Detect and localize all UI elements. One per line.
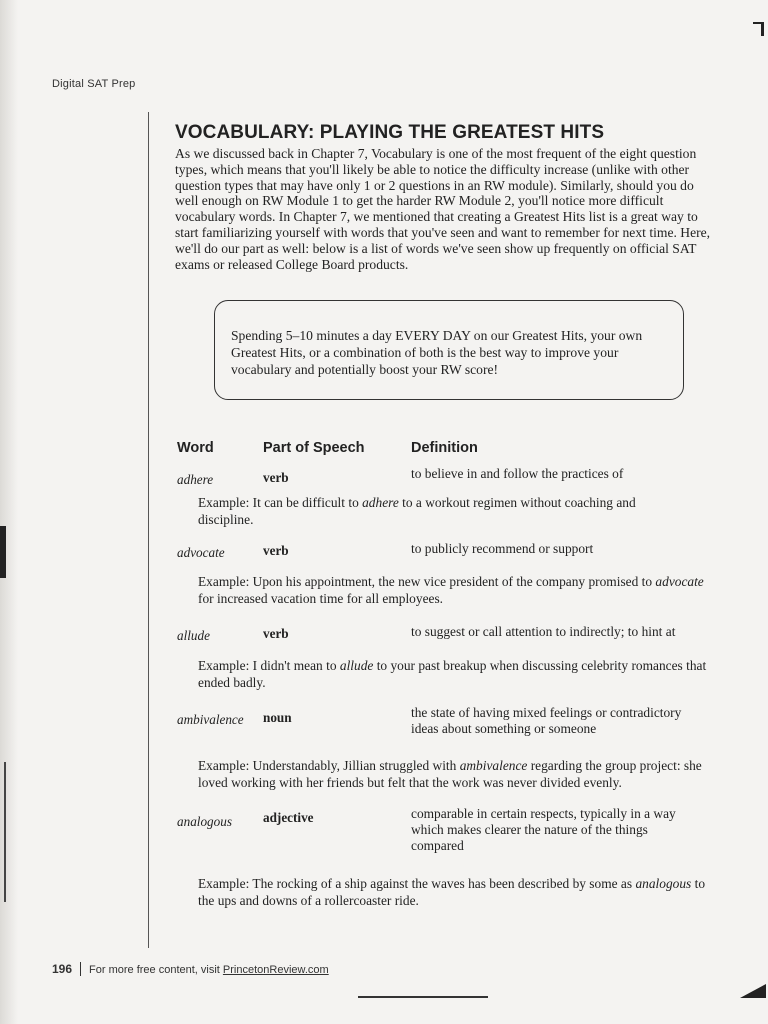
entry-word: ambivalence <box>177 712 244 727</box>
entry-definition: to believe in and follow the practices of <box>411 466 624 481</box>
entry-example <box>198 658 718 691</box>
entry-part-of-speech: verb <box>263 543 289 558</box>
entry-definition: to publicly recommend or support <box>411 541 594 556</box>
example-text-after: to your past breakup when discussing celebrity romances that ended badly. <box>198 658 707 690</box>
example-text-before: Example: Upon his appointment, the new vice president of the company promised to <box>198 574 656 589</box>
crop-mark-bottom <box>740 984 766 998</box>
entry-example <box>198 495 678 528</box>
page-gutter-shadow <box>0 0 18 1024</box>
entry-part-of-speech: verb <box>263 470 289 485</box>
entry-part-of-speech: noun <box>263 710 292 725</box>
example-text-after: to the ups and downs of a rollercoaster ride. <box>198 876 706 908</box>
column-header-definition: Definition <box>411 440 478 456</box>
entry-definition: the state of having mixed feelings or contradictory ideas about something or someone <box>411 705 682 736</box>
column-header-part-of-speech: Part of Speech <box>263 440 365 456</box>
example-text-after: for increased vacation time for all employees. <box>198 590 444 606</box>
entry-word: adhere <box>177 472 214 487</box>
entry-part-of-speech: verb <box>263 626 289 641</box>
example-term: ambivalence <box>459 758 528 773</box>
example-text-after: regarding the group project: she loved working with her friends but felt that the work was never divided evenly. <box>198 758 702 790</box>
entry-definition: to suggest or call attention to indirectly; to hint at <box>411 624 676 639</box>
page-edge-tab <box>0 526 6 578</box>
example-text-before: Example: Understandably, Jillian struggled with <box>198 758 460 773</box>
footer-link[interactable]: PrincetonReview.com <box>222 964 329 976</box>
running-head: Digital SAT Prep <box>52 78 136 90</box>
section-title: VOCABULARY: PLAYING THE GREATEST HITS <box>175 122 605 143</box>
example-text-before: Example: The rocking of a ship against the waves has been described by some as <box>198 876 636 891</box>
margin-rule <box>148 112 149 948</box>
example-text-after: to a workout regimen without coaching and discipline. <box>198 495 636 527</box>
entry-part-of-speech: adjective <box>263 810 314 825</box>
page-edge-line <box>4 762 6 902</box>
entry-example <box>198 574 718 607</box>
callout-box <box>214 300 684 400</box>
example-text-before: Example: It can be difficult to <box>198 495 363 510</box>
entry-word: analogous <box>177 814 232 829</box>
entry-word: allude <box>177 628 210 643</box>
example-text-before: Example: I didn't mean to <box>198 658 340 673</box>
callout-text: Spending 5–10 minutes a day EVERY DAY on our Greatest Hits, your own Greatest Hits, or a combination of both is the best way to improve your vocabulary and potentially boost your RW score! <box>231 328 643 377</box>
column-header-word: Word <box>177 440 214 456</box>
example-term: adhere <box>362 495 399 510</box>
example-term: analogous <box>635 876 692 891</box>
entry-example <box>198 758 718 791</box>
page-number: 196 <box>52 962 73 976</box>
entry-definition: comparable in certain respects, typically in a way which makes clearer the nature of the things compared <box>411 806 676 853</box>
intro-paragraph: As we discussed back in Chapter 7, Vocabulary is one of the most frequent of the eight question types, which means that you'll likely be able to notice the difficulty increase (unlike with other question types that may have only 1 or 2 questions in an RW module). Similarly, should you do well enough on RW Module 1 to get the harder RW Module 2, you'll notice more difficult vocabulary words. In Chapter 7, we mentioned that creating a Greatest Hits list is a great way to start familiarizing yourself with words that you've seen and want to remember for next time. Here, we'll do our part as well: below is a list of words we've seen show up frequently on official SAT exams or released College Board products. <box>175 146 711 272</box>
page-footer <box>52 962 329 976</box>
footer-text: For more free content, visit <box>89 964 223 976</box>
entry-example <box>198 876 718 909</box>
example-term: allude <box>339 658 374 673</box>
footer-separator <box>80 962 81 976</box>
example-term: advocate <box>655 574 704 589</box>
entry-word: advocate <box>177 545 225 560</box>
crop-mark-top <box>761 22 764 36</box>
bottom-rule <box>358 996 488 998</box>
